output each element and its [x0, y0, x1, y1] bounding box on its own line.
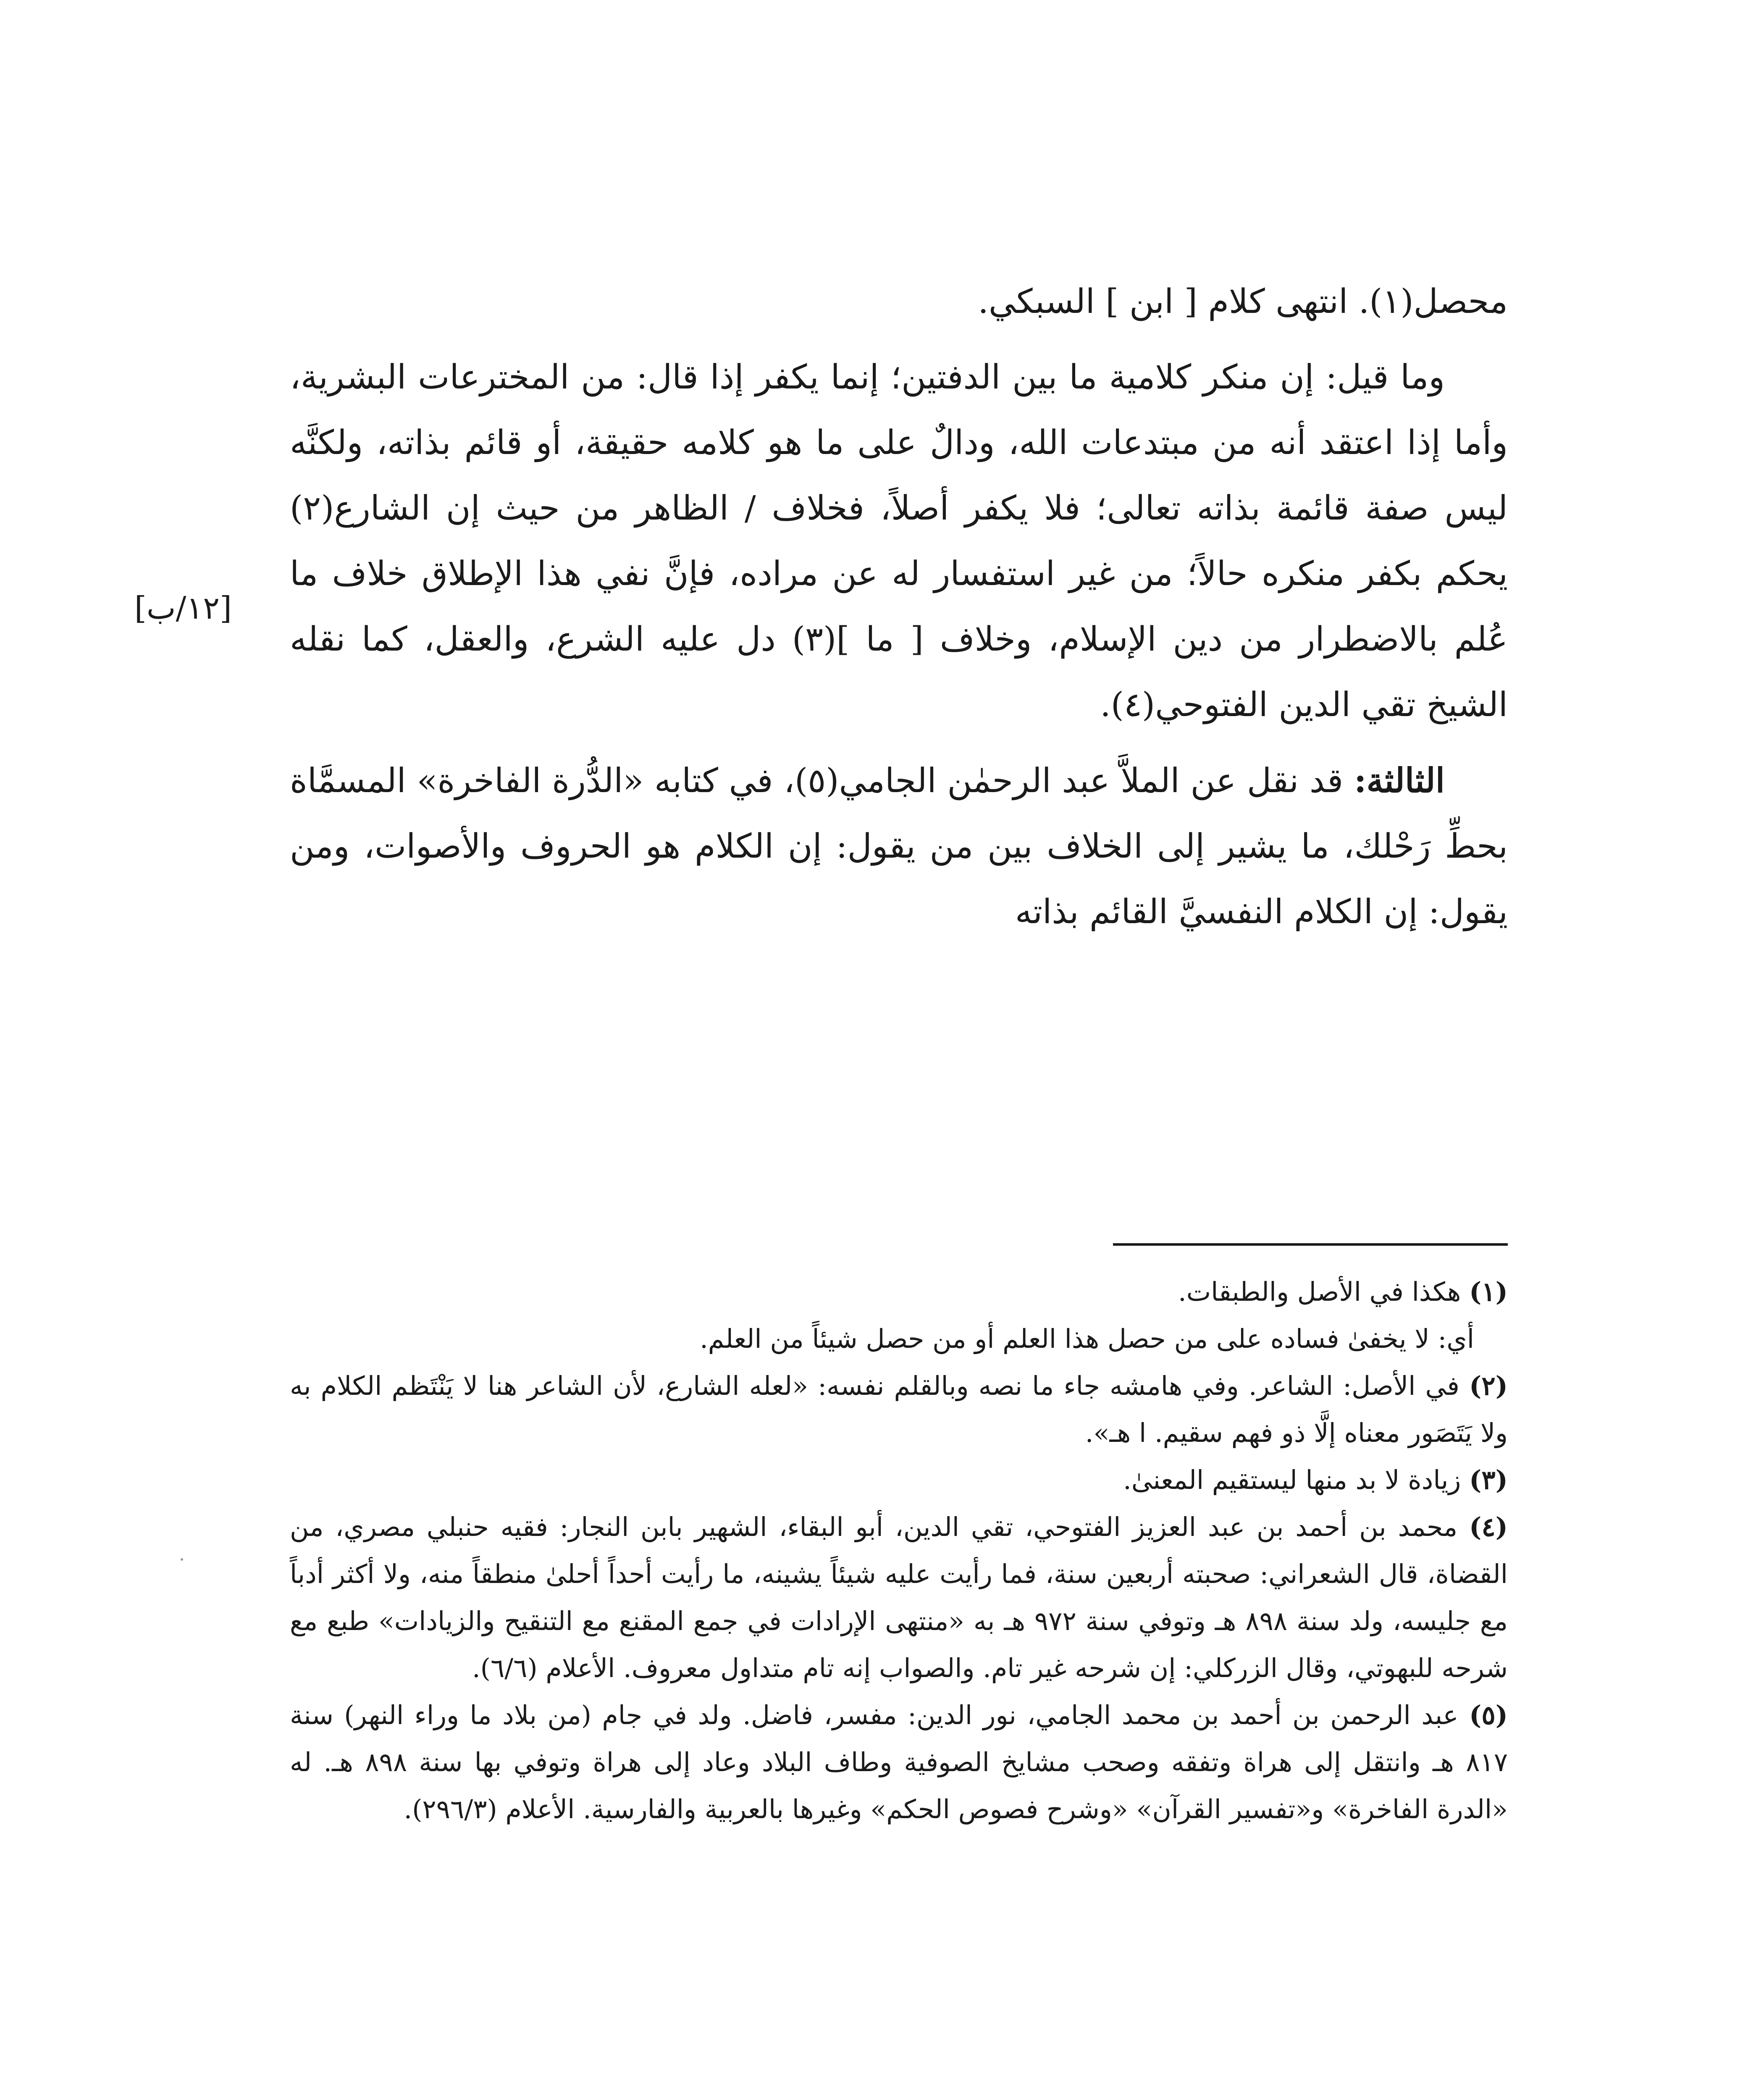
main-text: [290, 260, 1508, 945]
footnote-number: (١): [1469, 1276, 1508, 1307]
footnote-number: (٤): [1469, 1512, 1508, 1542]
footnote-number: (٥): [1469, 1700, 1508, 1730]
footnote-3: [290, 1457, 1508, 1504]
footnote-5: [290, 1692, 1508, 1833]
footnote-4: [290, 1504, 1508, 1692]
section-heading: الثالثة:: [1354, 761, 1445, 800]
paragraph-2: وما قيل: إن منكر كلامية ما بين الدفتين؛ إنما يكفر إذا قال: من المخترعات البشرية، وأما إذا اعتقد أنه من مبتدعات الله، ودالٌ على ما هو كلامه حقيقة، أو قائم بذاته، ولكنَّه ليس صفة قائمة بذاته تعالى؛ فلا يكفر أصلاً، فخلاف / الظاهر من حيث إن الشارع(٢) يحكم بكفر منكره حالاً؛ من غير استفسار له عن مراده، فإنَّ نفي هذا الإطلاق خلاف ما عُلم بالاضطرار من دين الإسلام، وخلاف [ ما ](٣) دل عليه الشرع، والعقل، كما نقله الشيخ تقي الدين الفتوحي(٤).: [290, 357, 1508, 724]
footnote-number: (٣): [1469, 1465, 1508, 1495]
footnote-text: زيادة لا بد منها ليستقيم المعنىٰ.: [1123, 1465, 1469, 1495]
paragraph-1: محصل(١). انتهى كلام [ ابن ] السبكي.: [978, 282, 1508, 321]
footnote-number: (٢): [1469, 1370, 1508, 1401]
footnote-1: [290, 1268, 1508, 1362]
scan-speck: [181, 1558, 183, 1561]
footnote-text: هكذا في الأصل والطبقات.: [1178, 1276, 1469, 1307]
folio-marker: [١٢/ب]: [134, 590, 232, 626]
footnote-text: محمد بن أحمد بن عبد العزيز الفتوحي، تقي الدين، أبو البقاء، الشهير بابن النجار: فقيه حنبلي مصري، من القضاة، قال الشعراني: صحبته أربعين سنة، فما رأيت عليه شيئاً يشينه، ما رأيت أحداً أحلىٰ منطقاً منه، ولا أكثر أدباً مع جليسه، ولد سنة ٨٩٨ هـ وتوفي سنة ٩٧٢ هـ به «منتهى الإرادات في جمع المقنع مع التنقيح والزيادات» طبع مع شرحه للبهوتي، وقال الزركلي: إن شرحه غير تام. والصواب إنه تام متداول معروف. الأعلام (٦/٦).: [290, 1512, 1508, 1683]
paragraph-3: [290, 748, 1508, 945]
footnote-2: [290, 1362, 1508, 1457]
footnote-divider: [1113, 1243, 1508, 1246]
footnote-text: عبد الرحمن بن أحمد بن محمد الجامي، نور الدين: مفسر، فاضل. ولد في جام (من بلاد ما وراء النهر) سنة ٨١٧ هـ وانتقل إلى هراة وتفقه وصحب مشايخ الصوفية وطاف البلاد وعاد إلى هراة وتوفي بها سنة ٨٩٨ هـ. له «الدرة الفاخرة» و«تفسير القرآن» «وشرح فصوص الحكم» وغيرها بالعربية والفارسية. الأعلام (٢٩٦/٣).: [290, 1700, 1508, 1824]
footnote-text: في الأصل: الشاعر. وفي هامشه جاء ما نصه وبالقلم نفسه: «لعله الشارع، لأن الشاعر هنا لا يَنْتَظم الكلام به ولا يَتَصَور معناه إلَّا ذو فهم سقيم. ا هـ».: [290, 1370, 1508, 1448]
footnotes: [290, 1268, 1508, 1833]
paragraph-3-text: قد نقل عن الملاَّ عبد الرحمٰن الجامي(٥)، في كتابه «الدُّرة الفاخرة» المسمَّاة بحطِّ رَحْلك، ما يشير إلى الخلاف بين من يقول: إن الكلام هو الحروف والأصوات، ومن يقول: إن الكلام النفسيَّ القائم بذاته: [290, 761, 1508, 931]
footnote-continuation: أي: لا يخفىٰ فساده على من حصل هذا العلم أو من حصل شيئاً من العلم.: [700, 1323, 1474, 1354]
